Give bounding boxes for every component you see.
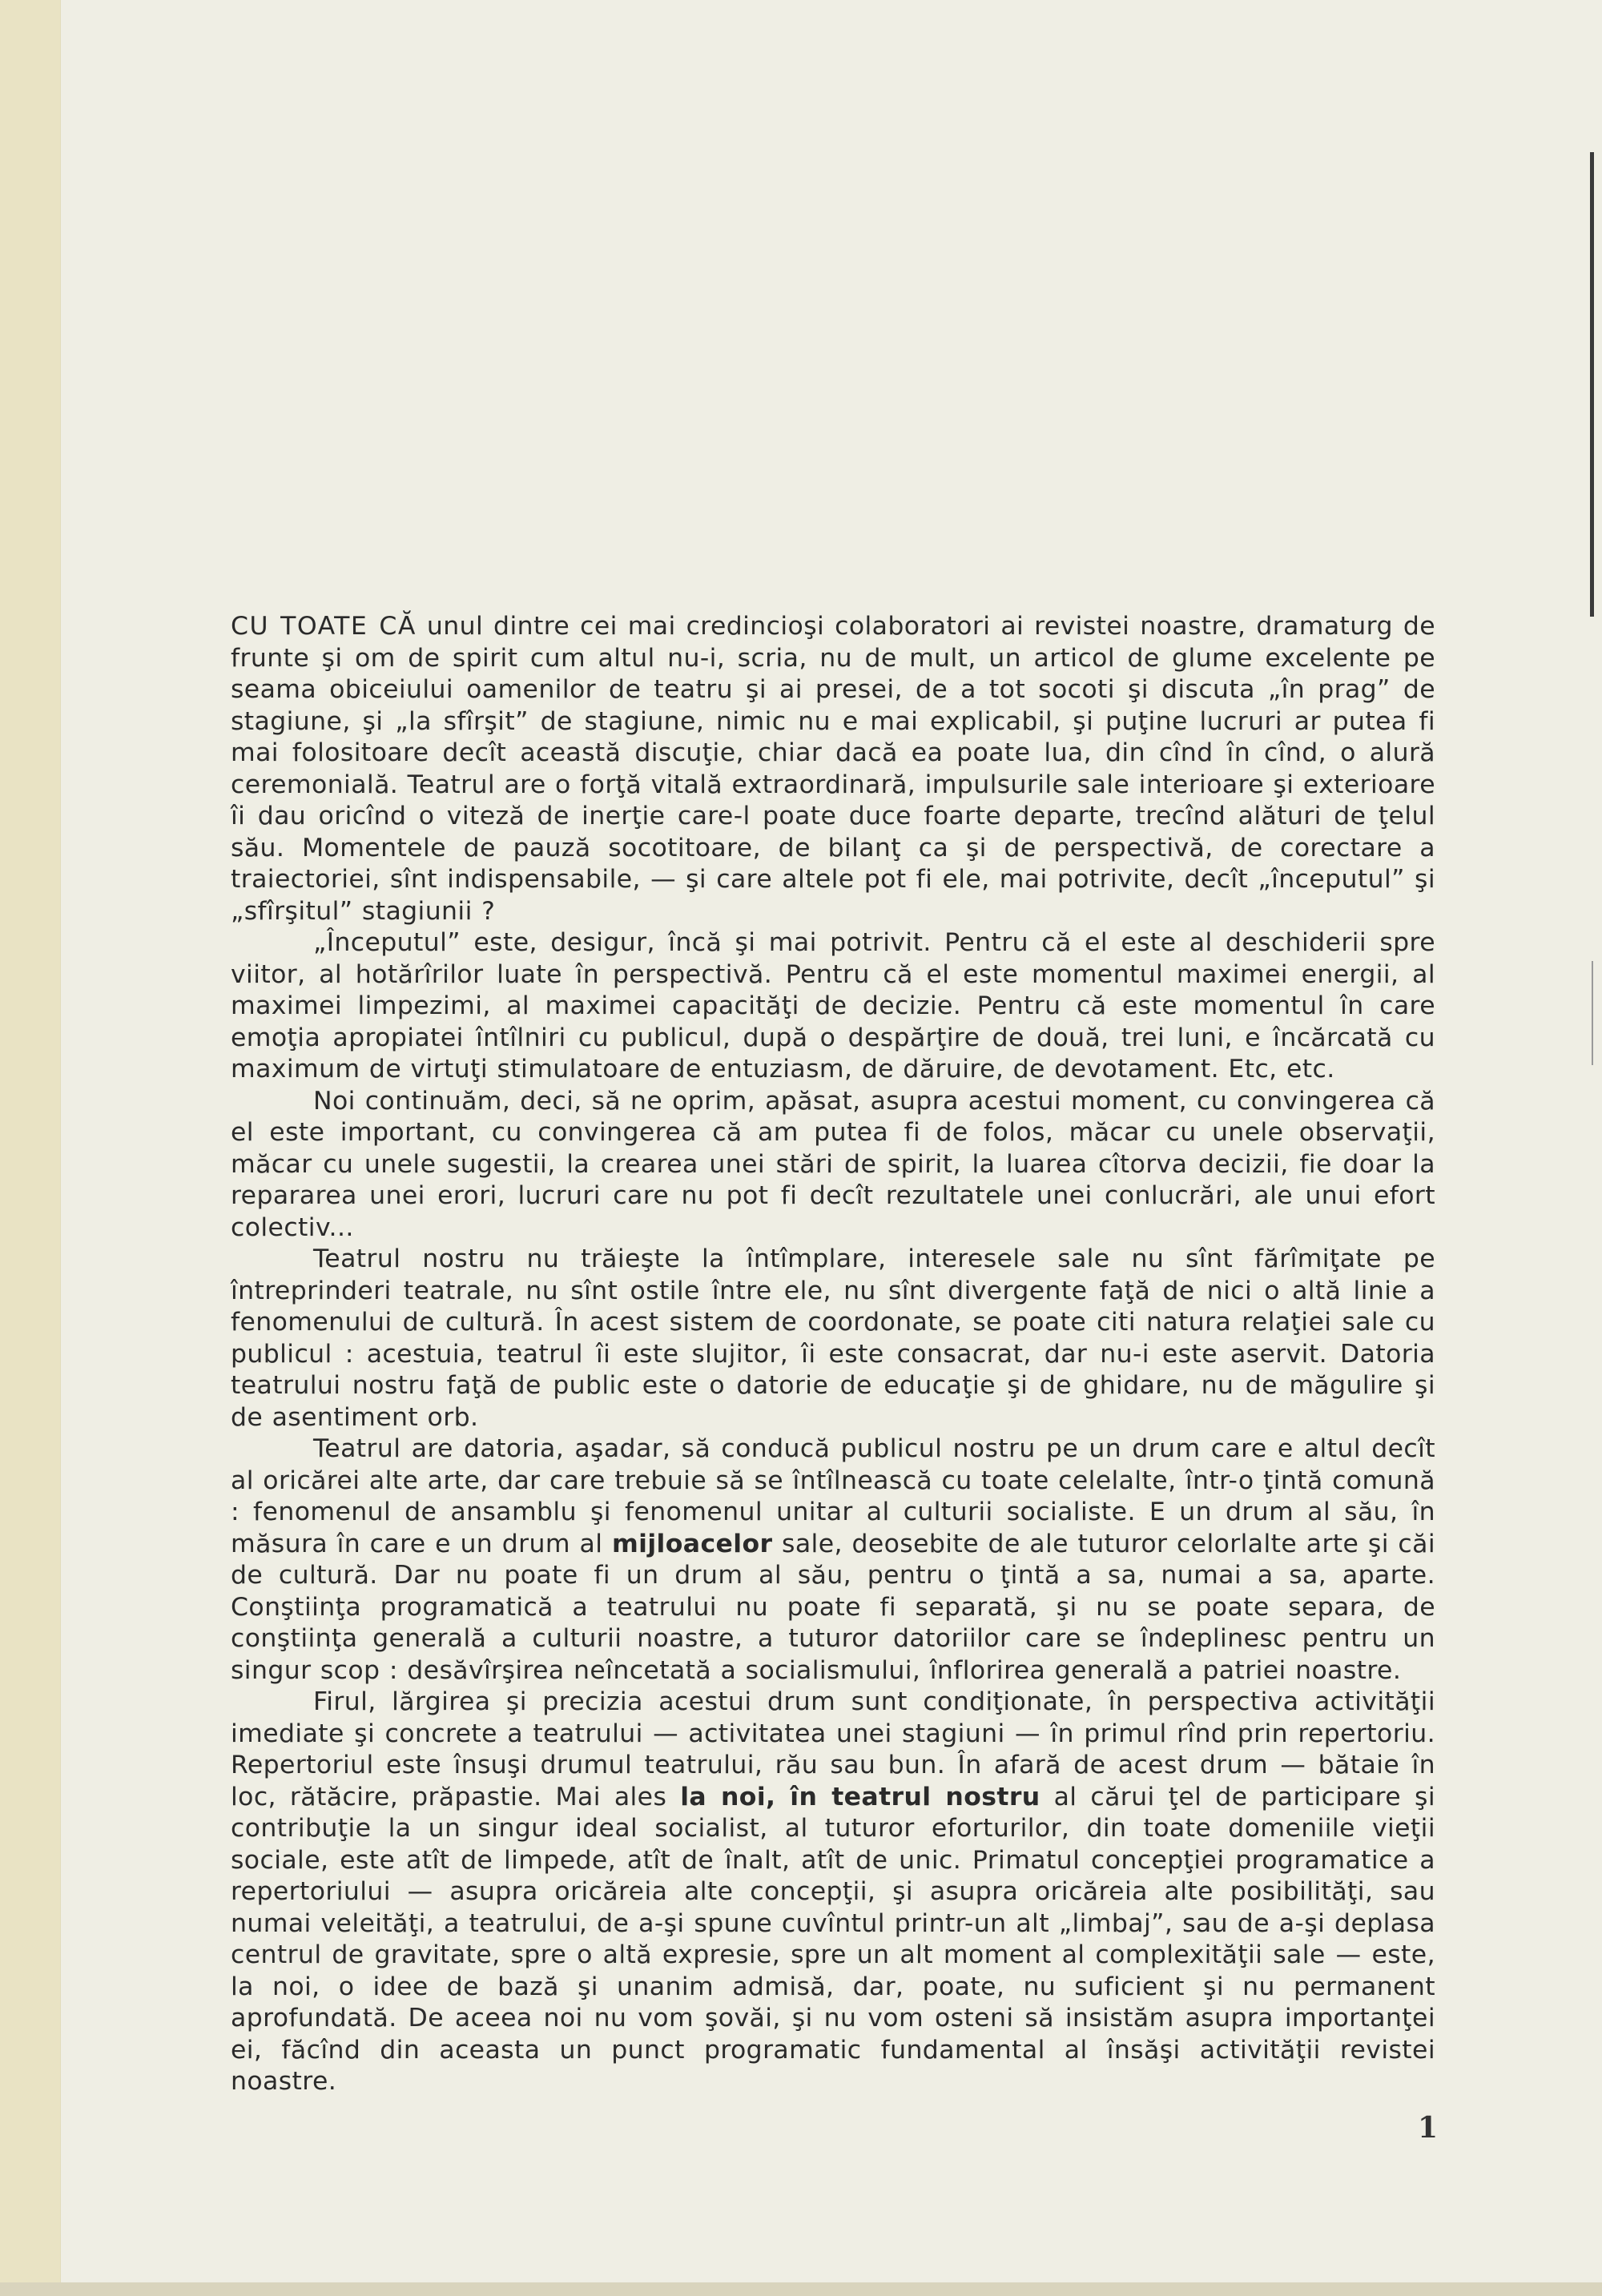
paragraph-3: Noi continuăm, deci, să ne oprim, apăsat, asupra acestui moment, cu convingerea că el este important, cu convingerea că am putea fi de folos, măcar cu unele observaţii, măcar cu unele sugestii, la crearea unei stări de spirit, la luarea cîtorva decizii, fie doar la repararea unei erori, lucruri care nu pot fi decît rezultatele unei conlucrări, ale unui efort colectiv... [231,1086,1435,1242]
paragraph-6 [231,1687,1435,2098]
paragraph-2: „Începutul” este, desigur, încă şi mai potrivit. Pentru că el este al deschiderii spre viitor, al hotărîrilor luate în perspectivă. Pentru că el este momentul maximei energii, al maximei limpezimi, al maximei capacităţi de decizie. Pentru că este momentul în care emoţia apropiatei întîlniri cu publicul, după o despărţire de două, trei luni, e încărcată cu maximum de virtuţi stimulatoare de entuziasm, de dăruire, de devotament. Etc, etc. [231,928,1435,1084]
paragraph-6-before: Firul, lărgirea şi precizia acestui drum sunt condiţionate, în perspectiva activităţii imediate şi concrete a teatrului — activitatea unei stagiuni — în primul rînd prin repertoriu. Repertoriul este însuşi drumul teatrului, rău sau bun. În afară de acest drum — bătaie în loc, rătăcire, prăpastie. Mai ales [231,1687,1435,1811]
paragraph-6-emphasis: la noi, în teatrul nostru [680,1782,1040,1811]
editorial-article [231,611,1436,2096]
lead-caps: CU TOATE CĂ [231,612,417,641]
paragraph-5-emphasis: mijloacelor [611,1529,773,1558]
paragraph-5-before: Teatrul are datoria, aşadar, să conducă publicul nostru pe un drum care e altul decît al oricărei alte arte, dar care trebuie să se întîlnească cu toate celelalte, într-o ţintă comună : fenomenul de ansamblu şi fenomenul unitar al culturii socialiste. E un drum al său, în măsura în care e un drum al [231,1434,1435,1558]
page-bottom-edge [0,2282,1602,2296]
paragraph-4: Teatrul nostru nu trăieşte la întîmplare, interesele sale nu sînt fărîmiţate pe întreprinderi teatrale, nu sînt ostile între ele, nu sînt divergente faţă de nici o altă linie a fenomenului de cultură. În acest sistem de coordonate, se poate citi natura relaţiei sale cu publicul : acestuia, teatrul îi este slujitor, îi este consacrat, dar nu-i este aservit. Datoria teatrului nostru faţă de public este o datorie de educaţie şi de ghidare, nu de măgulire şi de asentiment orb. [231,1245,1435,1432]
paragraph-1 [231,611,1435,927]
page-number: 1 [1418,2111,1439,2145]
binding-shadow-line-lower [1592,961,1593,1065]
binding-shadow-line [1590,152,1594,617]
paragraph-5-after: sale, deosebite de ale tuturor celorlalte arte şi căi de cultură. Dar nu poate fi un drum al său, pentru o ţintă a sa, numai a sa, aparte. Conştiinţa programatică a teatrului nu poate fi separată, şi nu se poate separa, de conştiinţa generală a culturii noastre, a tuturor datoriilor care se îndeplinesc pentru un singur scop : desăvîrşirea neîncetată a socialismului, înflorirea generală a patriei noastre. [231,1529,1436,1685]
paragraph-1-text: unul dintre cei mai credincioşi colaboratori ai revistei noastre, dramaturg de frunte şi om de spirit cum altul nu-i, scria, nu de mult, un articol de glume excelente pe seama obiceiului oamenilor de teatru şi ai presei, de a tot socoti şi discuta „în prag” de stagiune, şi „la sfîrşit” de stagiune, nimic nu e mai explicabil, şi puţine lucruri ar putea fi mai folositoare decît această discuţie, chiar dacă ea poate lua, din cînd în cînd, o alură ceremonială. Teatrul are o forţă vitală extraordinară, impulsurile sale interioare şi exterioare îi dau oricînd o viteză de inerţie care-l poate duce foarte departe, trecînd alături de ţelul său. Momentele de pauză socotitoare, de bilanţ ca şi de perspectivă, de corectare a traiectoriei, sînt indispensabile, — şi care altele pot fi ele, mai potrivite, decît „începutul” şi „sfîrşitul” stagiunii ? [231,612,1435,926]
paragraph-6-after: al cărui ţel de participare şi contribuţie la un singur ideal socialist, al tuturor eforturilor, din toate domeniile vieţii sociale, este atît de limpede, atît de înalt, atît de unic. Primatul concepţiei programatice a repertoriului — asupra oricăreia alte concepţii, şi asupra oricăreia alte posibilităţi, sau numai veleităţi, a teatrului, de a-şi spune cuvîntul printr-un alt „limbaj”, sau de a-şi deplasa centrul de gravitate, spre o altă expresie, spre un alt moment al complexităţii sale — este, la noi, o idee de bază şi unanim admisă, dar, poate, nu suficient şi nu permanent aprofundată. De aceea noi nu vom şovăi, şi nu vom osteni să insistăm asupra importanţei ei, făcînd din aceasta un punct programatic fundamental al însăşi activităţii revistei noastre. [231,1782,1435,2096]
paragraph-5 [231,1433,1435,1687]
page-binding-edge [0,0,61,2296]
